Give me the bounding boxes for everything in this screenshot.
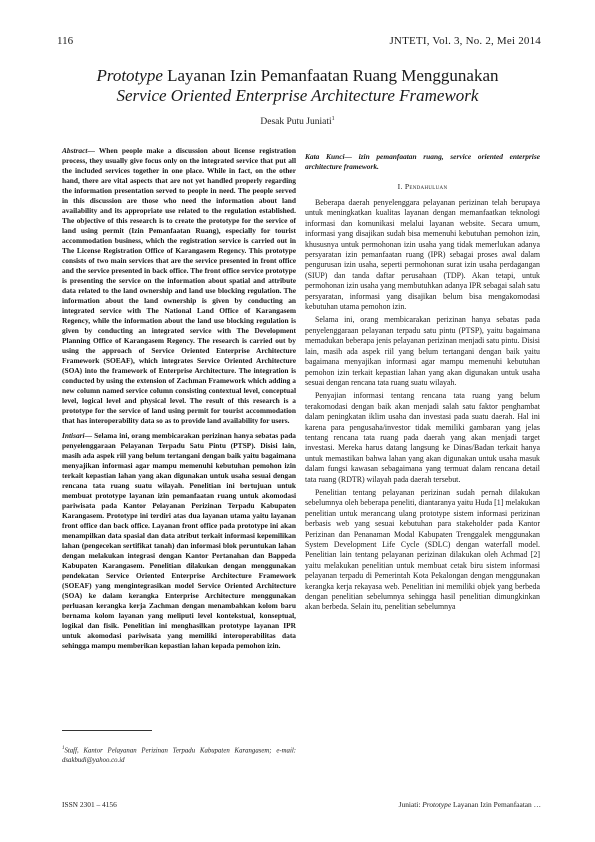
running-title bbox=[399, 800, 541, 809]
page-number: 116 bbox=[57, 35, 74, 47]
page-header bbox=[57, 35, 541, 49]
footnote-text: Staff, Kantor Pelayanan Perizinan Terpadu Kabupaten Karangasem; e-mail: dsakbudi@yahoo.co.id bbox=[62, 747, 296, 764]
right-column bbox=[305, 146, 540, 616]
abstract bbox=[62, 146, 296, 426]
keywords-label: Kata Kunci bbox=[305, 152, 345, 161]
body-paragraph: Penyajian informasi tentang rencana tata ruang yang belum terakomodasi dengan baik akan menjadi salah satu faktor penghambat dalam peningkatan iklim usaha dan investasi pada suatu daerah. Hal ini karena para pengusaha/investor tidak memiliki gambaran yang jelas tentang rencana tata ruang pada daerah yang akan menjadi target investasi. Mereka harus datang langsung ke Dinas/Badan terkait hanya untuk memastikan bahwa lahan yang akan digunakan untuk usaha masuk dalam fungsi kawasan sebagaimana yang termuat dalam rencana detail tata ruang (RDTR) wilayah pada daerah tersebut. bbox=[305, 391, 540, 484]
abstract-label: Abstract bbox=[62, 146, 88, 155]
footnote-marker: 1 bbox=[62, 746, 65, 751]
footnote-divider bbox=[62, 730, 152, 731]
author-footnote-marker: 1 bbox=[331, 116, 335, 122]
intisari-text: — Selama ini, orang membicarakan perizinan hanya sebatas pada penyelenggaraan Pelayanan Terpadu Satu Pintu (PTSP). Disisi lain, masih ada aspek riil yang belum tertangani dengan baik yaitu bagaimana menyajikan informasi agar mampu memenuhi kebutuhan pemohon izin terkait kepastian lahan yang akan digunakan untuk usaha sesuai dengan rencana tata ruang suatu wilayah. Penelitian ini bertujuan untuk membuat prototype layanan izin pemanfaatan ruang untuk akomodasi pariwisata pada Kantor Pelayanan Perizinan Terpadu Kabupaten Karangasem. Prototype ini terdiri atas dua layanan utama yaitu layanan front office dan back office. Layanan front office pada prototype ini akan menampilkan data spasial dan data atribut terkait informasi kepemilikan lahan (pengecekan sertifikat tanah) dan informasi blok peruntukan lahan dengan melakukan integrasi dengan Kantor Pertanahan dan Bappeda Kabupaten Karangasem. Penelitian dilakukan dengan menggunakan pendekatan Service Oriented Enterprise Architecture Framework (SOEAF) yang mengintegrasikan model Service Oriented Architecture (SOA) ke dalam kerangka Enterprise Architecture menggunakan perluasan kerangka kerja Zachman dengan menambahkan kolom baru bernama kolom layanan yang meliputi level kontekstual, konseptual, logikal dan fisik. Penelitian ini menghasilkan prototype layanan IPR untuk akomodasi pariwisata yang memiliki interoperabilitas data sehingga mampu memberikan kepastian lahan kepada pemohon izin. bbox=[62, 431, 296, 650]
title-line-1-rest: Layanan Izin Pemanfaatan Ruang Menggunakan bbox=[162, 66, 499, 85]
keywords-text: — izin pemanfaatan ruang, service oriented enterprise architecture framework. bbox=[305, 152, 540, 171]
running-title-italic: Prototype bbox=[422, 800, 452, 809]
title-line-1 bbox=[40, 66, 555, 86]
issn: ISSN 2301 – 4156 bbox=[62, 800, 117, 809]
keywords bbox=[305, 152, 540, 172]
body-paragraph: Penelitian tentang pelayanan perizinan sudah pernah dilakukan sebelumnya oleh beberapa peneliti, diantaranya yaitu Huda [1] melakukan penelitian untuk merancang ulang prototype sistem informasi perizinan berbasis web yang sesuai kebutuhan para stakeholder pada Kantor Perizinan dan Penanaman Modal Kabupaten Trenggalek menggunakan System Development Life Cycle (SDLC) dengan waterfall model. Penelitian lain tentang pelayanan perizinan dilakukan oleh Achmad [2] yaitu melakukan penelitian untuk membuat cetak biru sistem informasi pelayanan terpadu di Pemerintah Kota Pekalongan dengan menggunakan kerangka kerja rekayasa web. Penelitian ini memiliki objek yang berbeda dengan penelitian sebelumnya sehingga hasil penelitian dimungkinkan akan berbeda. Selain itu, penelitian sebelumnya bbox=[305, 487, 540, 612]
body-paragraph: Beberapa daerah penyelenggara pelayanan perizinan telah berupaya untuk meningkatkan kualitas layanan dengan memanfaatkan teknologi informasi dan komunikasi melalui layanan website. Secara umum, informasi yang disajikan sudah bisa memenuhi kebutuhan pemohon izin, khususnya untuk permohonan izin usaha yang tidak memerlukan adanya persyaratan izin pemanfaatan ruang (IPR) sebagai proses awal dalam pengurusan izin usaha, seperti permohonan surat izin usaha perdagangan (SIUP) dan tanda daftar perusahaan (TDP). Akan tetapi, untuk permohonan izin usaha yang membutuhkan adanya IPR sebagai salah satu persyaratan, informasi yang disajikan belum bisa mengakomodasi kebutuhan utama pemohon izin. bbox=[305, 198, 540, 312]
footnote bbox=[62, 744, 296, 765]
title-line-2: Service Oriented Enterprise Architecture Framework bbox=[116, 86, 479, 105]
left-column bbox=[62, 146, 296, 656]
author-name: Desak Putu Juniati bbox=[260, 117, 332, 128]
running-title-prefix: Juniati: bbox=[398, 800, 423, 809]
abstract-text: — When people make a discussion about license registration process, they usually give focus only on the integrated service that put all the included services together in one place. While in fact, on the other hand, there are vital aspects that are not yet handled properly regarding the information presentation served to people in need. The people served in this discussion are those who need the information about land availability and its appropriate use related to the regulation established. The objective of this research is to create the prototype for the service of land using permit (Izin Pemanfaatan Ruang), especially for tourist accommodation business, which the registration service is carried out in The License Registration Office of Karangasem Regency. This prototype consists of two main services that are the service presented in front office and the service presented in back office. The front office service prototype is presenting the service on the information about spatial and attribute data related to the land ownership and land use blocking regulation. The information about the land ownership is given by conducting an integrated service with The National Land Office of Karangasem Regency, while the information about the land use blocking regulation is given by conducting an integrated service with The Development Planning Office of Karangasem Regency. The research is carried out by using the approach of Service Oriented Enterprise Architecture Framework (SOEAF), which integrates Service Oriented Architecture (SOA) into the framework of Enterprise Architecture. The integration is conducted by using the extension of Zachman Framework which adding a new column named service column consisting contextual level, conceptual level, logical level and physical level. The result of this research is a prototype for the service of land using permit for tourist accommodation that has interoperability data so as to provide land availability for users. bbox=[62, 146, 296, 425]
author bbox=[0, 116, 595, 127]
intisari bbox=[62, 431, 296, 651]
journal-citation: JNTETI, Vol. 3, No. 2, Mei 2014 bbox=[389, 35, 541, 47]
title-italic-word: Prototype bbox=[96, 66, 163, 85]
section-heading: I. Pendahuluan bbox=[397, 182, 448, 191]
intisari-label: Intisari bbox=[62, 431, 85, 440]
running-title-rest: Layanan Izin Pemanfaatan … bbox=[451, 800, 541, 809]
paper-title bbox=[40, 66, 555, 106]
body-paragraph: Selama ini, orang membicarakan perizinan hanya sebatas pada penyelenggaraan pelayanan terpadu satu pintu (PTSP), yaitu bagaimana memadukan beberapa jenis pelayanan perizinan menjadi satu pintu. Disisi lain, masih ada aspek riil yang belum tertangani dengan baik yaitu bagaimana menyajikan informasi agar mampu memenuhi kebutuhan pemohon izin terkait kepastian lahan yang akan digunakan untuk usaha sesuai dengan rencana tata ruang suatu wilayah. bbox=[305, 315, 540, 387]
